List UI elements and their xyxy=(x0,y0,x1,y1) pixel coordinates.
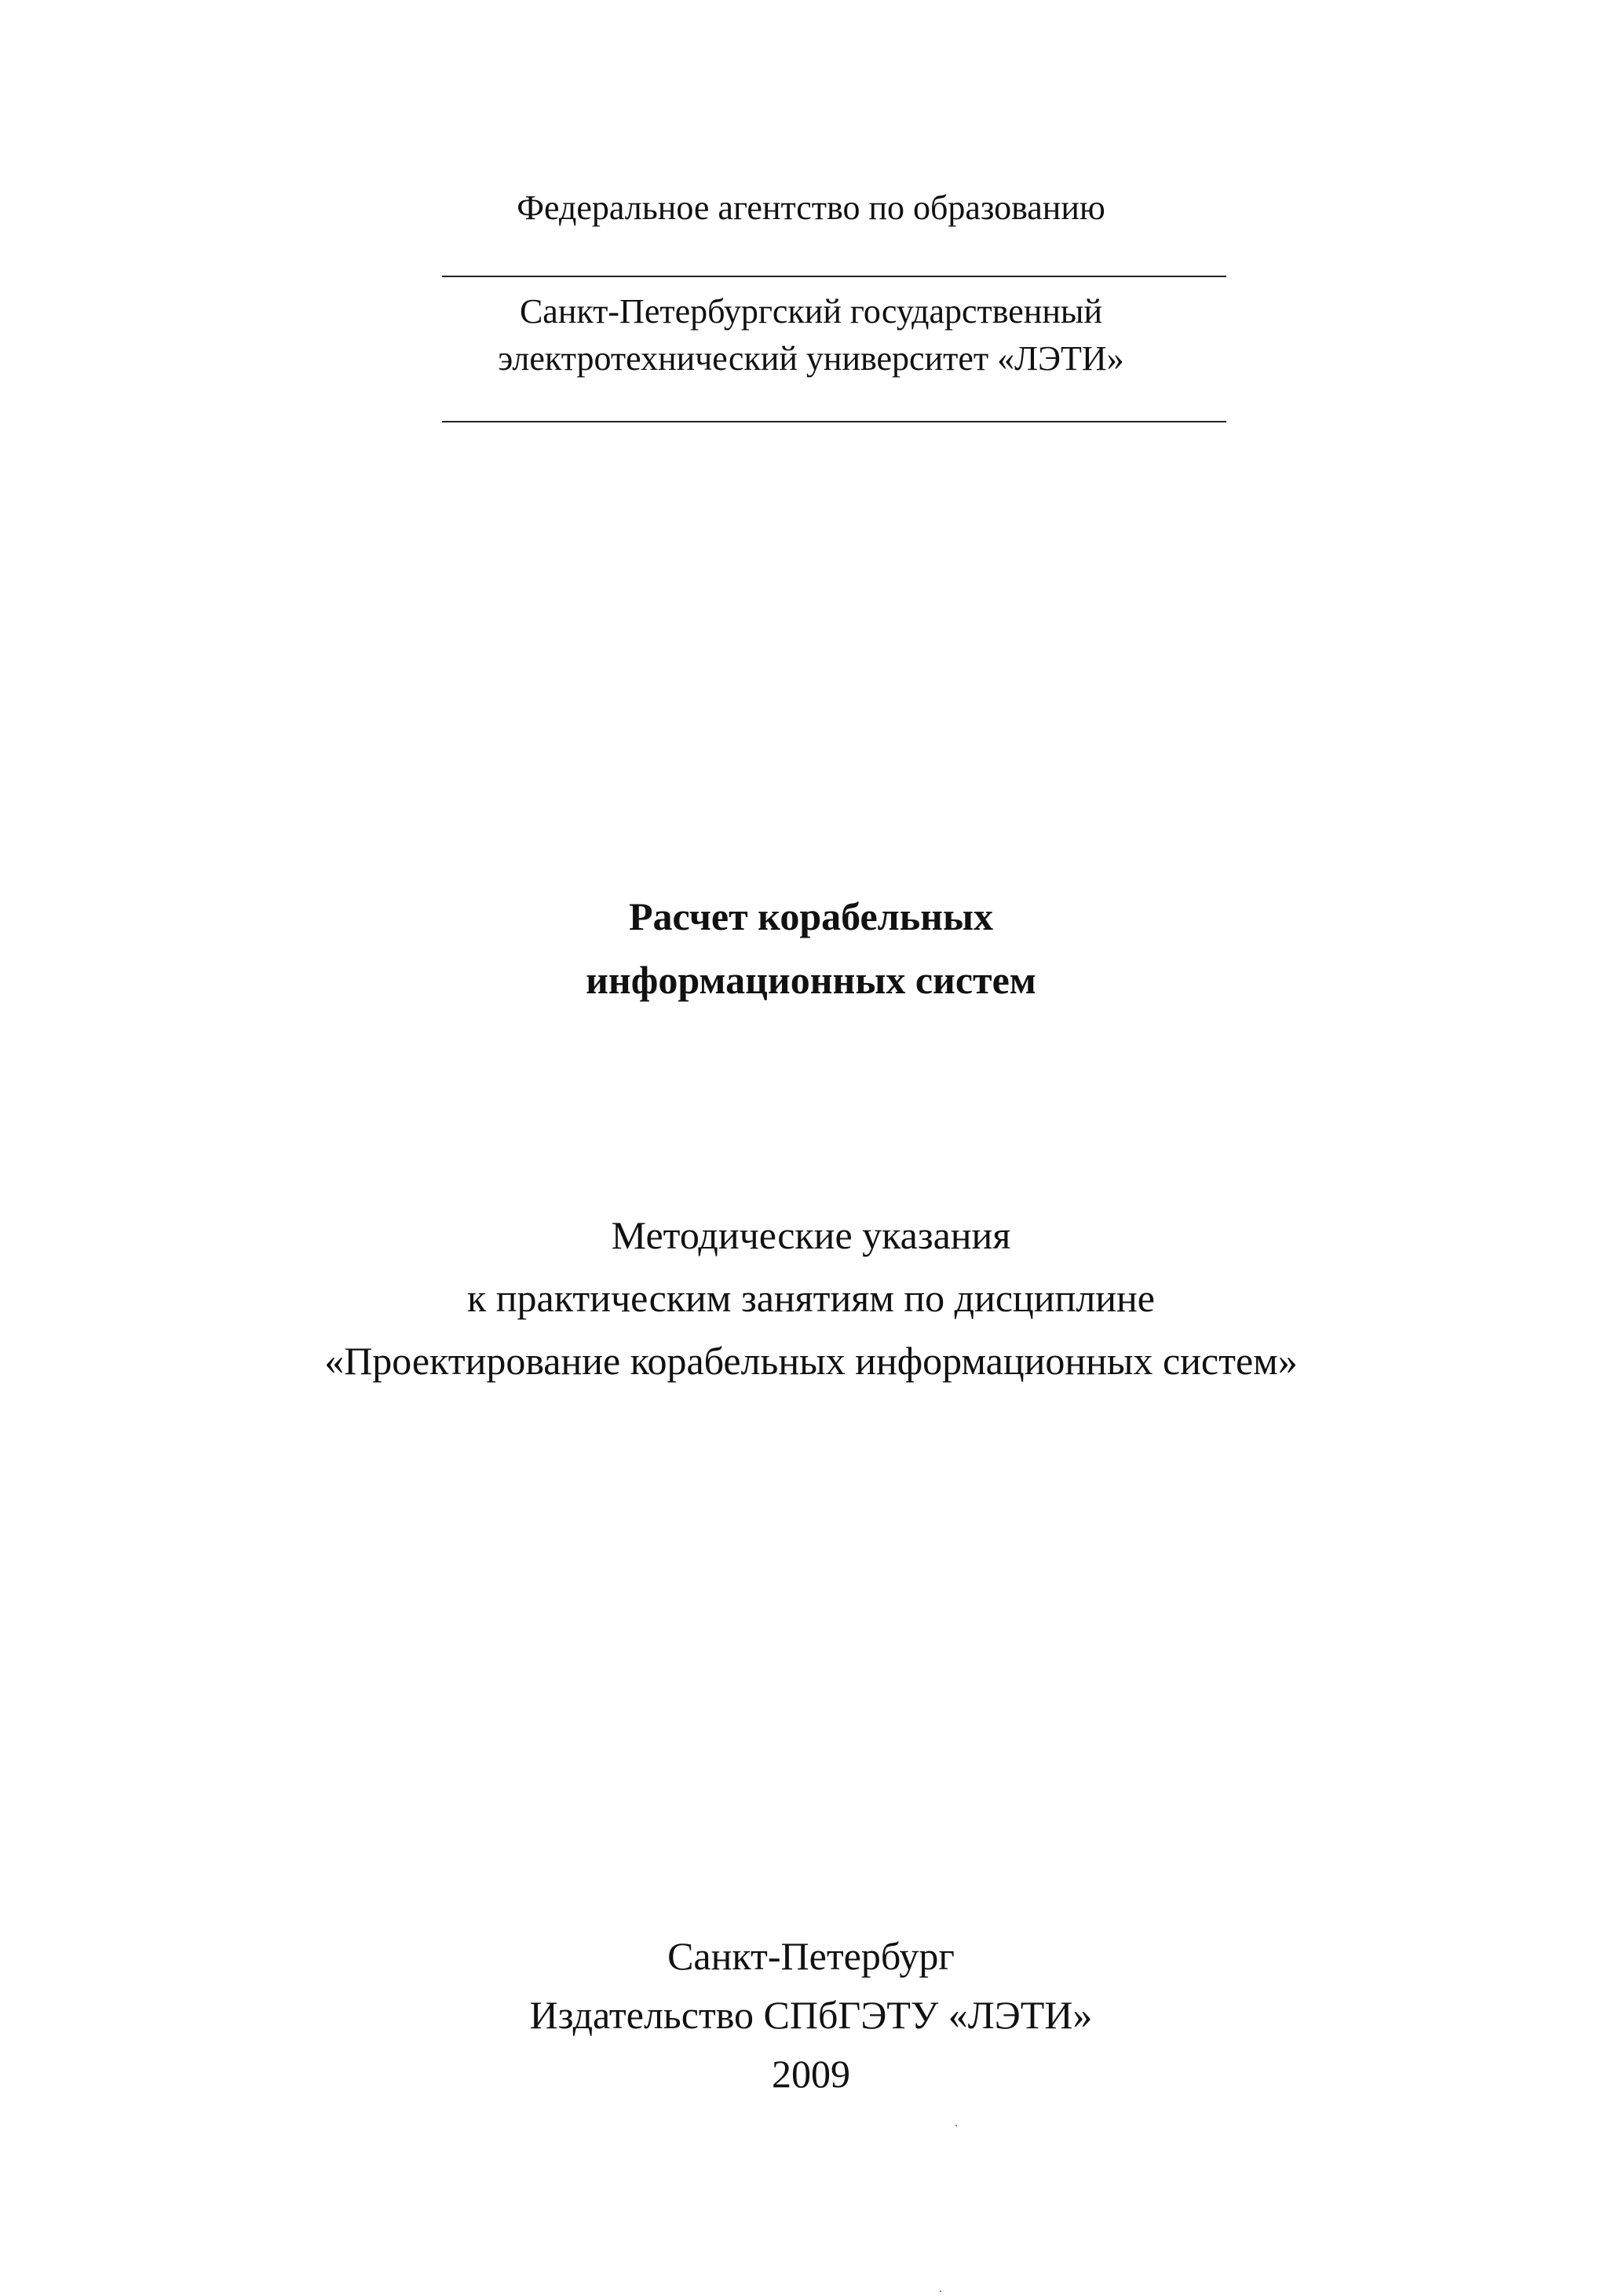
university-name-line2: электротехнический университет «ЛЭТИ» xyxy=(498,339,1124,378)
subtitle-line3: «Проектирование корабельных информационных систем» xyxy=(324,1339,1298,1383)
header-divider-bottom xyxy=(442,421,1226,422)
imprint-year: 2009 xyxy=(772,2052,850,2096)
subtitle-line1: Методические указания xyxy=(611,1213,1011,1257)
imprint-city: Санкт-Петербург xyxy=(667,1934,955,1978)
scan-speck xyxy=(940,2291,941,2292)
agency-name: Федеральное агентство по образованию xyxy=(517,188,1105,227)
subtitle-line2: к практическим занятиям по дисциплине xyxy=(467,1276,1155,1320)
document-title-line2: информационных систем xyxy=(586,958,1036,1002)
document-title-line1: Расчет корабельных xyxy=(628,894,993,938)
header-divider-top xyxy=(442,276,1226,277)
university-name-line1: Санкт-Петербургский государственный xyxy=(519,292,1103,331)
scan-speck xyxy=(955,2125,957,2126)
imprint-publisher: Издательство СПбГЭТУ «ЛЭТИ» xyxy=(529,1993,1093,2037)
